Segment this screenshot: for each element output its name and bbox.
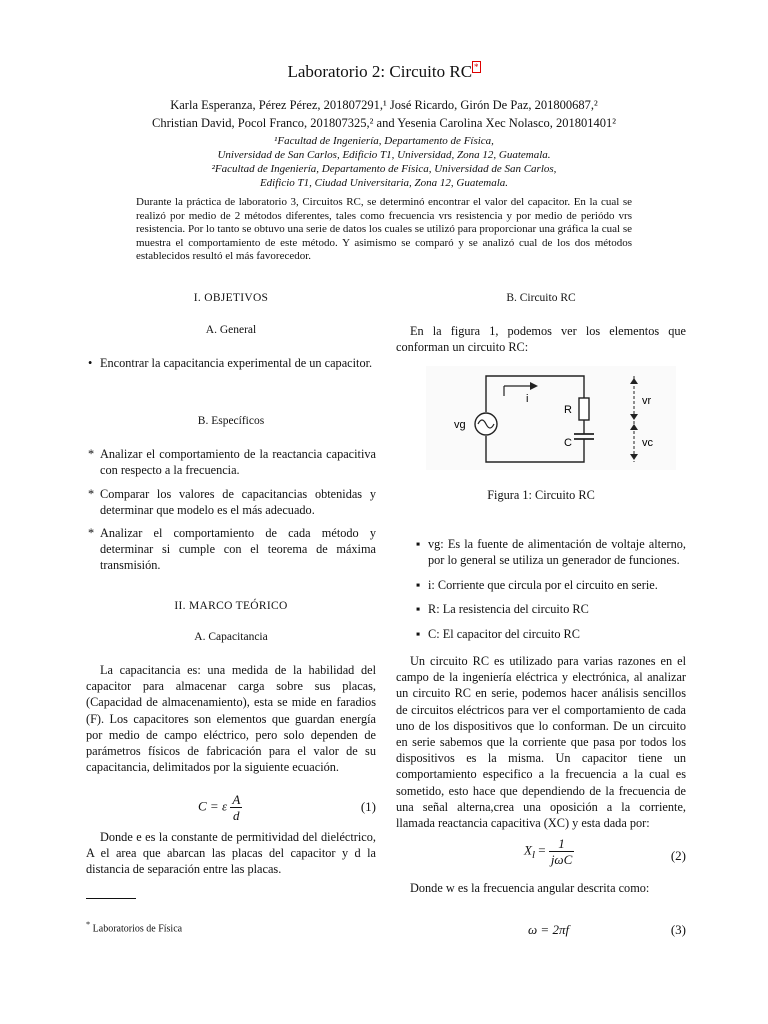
label-R: R [564,404,572,416]
label-vc: vc [642,437,653,449]
section-heading: I. OBJETIVOS [193,292,269,304]
subsection-heading: B. Específicos [197,415,265,427]
asterisk-icon: * [88,447,95,461]
asterisk-icon: * [88,526,95,540]
affiliation-line: Edificio T1, Ciudad Universitaria, Zona 12, Guatemala. [259,177,509,189]
title-footnote-link[interactable]: * [474,62,479,73]
section-heading: II. MARCO TEÓRICO [174,600,288,612]
paragraph: En la figura 1, podemos ver los elementos que conforman un circuito RC: [396,324,686,355]
footnote-divider [86,898,136,899]
square-bullet-icon: ▪ [416,537,421,551]
label-vg: vg [454,419,466,431]
rc-circuit-figure [426,366,676,470]
author-list [60,96,708,132]
footnote: * Laboratorios de Física [86,920,183,935]
list-item: ▪ i: Corriente que circula por el circuito en serie. [416,578,658,592]
circuit-diagram [426,366,676,470]
paragraph: Donde e es la constante de permitividad del dieléctrico, A el area que abarcan las placas del capacitor y d la distancia de separación entre las placas. [86,830,376,877]
equation-number: (1) [360,799,376,814]
square-bullet-icon: ▪ [416,627,421,641]
equation-3: ω = 2πf (3) [528,922,686,937]
list-item: ▪ C: El capacitor del circuito RC [416,627,580,641]
asterisk-icon: * [88,487,95,501]
list-item: * Analizar el comportamiento de cada método y determinar si cumple con el teorema de máxima transmisión. [88,526,376,572]
paragraph: La capacitancia es: una medida de la habilidad del capacitor para almacenar carga sobre sus placas, (Capacidad de almacenamiento), esta se mide en faradios (F). Los capacitores son elementos que guardan energía por medio de campo eléctrico, pero solo dependen de parámetros físicos de fabricación para el valor de su capacitancia, delimitados por la siguiente ecuación. [86,663,376,775]
equation-2: $X_l$ = $\frac{1}{\text{jωC}}$ (2) [524,836,686,867]
list-item: • Encontrar la capacitancia experimental de un capacitor. [88,356,373,370]
subsection-heading: A. Capacitancia [194,631,268,643]
subsection-heading: B. Circuito RC [506,292,576,304]
figure-caption: Figura 1: Circuito RC [487,488,595,502]
affiliation-line: Universidad de San Carlos, Edificio T1, Universidad, Zona 12, Guatemala. [217,149,551,161]
label-C: C [564,437,572,449]
label-i: i [526,393,529,405]
affiliation-line: ²Facultad de Ingeniería, Departamento de Física, Universidad de San Carlos, [211,163,557,175]
list-item: ▪ R: La resistencia del circuito RC [416,602,589,616]
square-bullet-icon: ▪ [416,578,421,592]
equation-number: (3) [670,922,686,937]
affiliation-line: ¹Facultad de Ingeniería, Departamento de Física, [274,135,494,147]
list-item: * Analizar el comportamiento de la reactancia capacitiva con respecto a la frecuencia. [88,447,376,477]
figure-background [426,366,676,470]
abstract: Durante la práctica de laboratorio 3, Circuitos RC, se determinó encontrar el valor del capacitor. En la cual se realizó por medio de 2 métodos diferentes, tales como frecuencia vrs resistencia y por medio de periódo vrs resistencia. Por lo tanto se obtuvo una serie de datos los cuales se utilizó para proporcionar una gráfica la cual se muestra el comportamiento de este método. Y asimismo se comparó y se analizó cual de los dos métodos establecidos resultó el más favorecedor. [136,196,632,263]
author-line: Christian David, Pocol Franco, 201807325,² and Yesenia Carolina Xec Nolasco, 201801401² [151,116,617,130]
paper-title: Laboratorio 2: Circuito RC * [287,62,479,81]
affiliations [90,134,678,190]
author-line: Karla Esperanza, Pérez Pérez, 201807291,¹ José Ricardo, Girón De Paz, 201800687,² [170,98,598,112]
fraction: $\frac{1}{\text{jωC}}$ [550,836,573,867]
fraction: $\frac{A}{d}$ [232,792,241,823]
label-vr: vr [642,395,652,407]
list-item: * Comparar los valores de capacitancias obtenidas y determinar que modelo es el más adecuado. [88,487,376,517]
subsection-heading: A. General [205,324,257,336]
list-item: ▪ vg: Es la fuente de alimentación de voltaje alterno, por lo general se utiliza un generador de funciones. [416,537,686,567]
bullet-icon: • [88,356,93,370]
paragraph: Un circuito RC es utilizado para varias razones en el campo de la ingeniería eléctrica y electrónica, al analizar un circuito RC en serie, podemos hacer análisis sencillos de circuitos eléctricos para ver el comportamiento de cada uno de los dispositivos que lo conforman. De un circuito en serie sabemos que la corriente que pasa por todos los dispositivos es la misma. Un capacitor tiene un comportamiento especifico a la frecuencia a la cual es sometido, esto hace que dependiendo de la frecuencia de una señal alterna,crea una oposición a la corriente, llamada reactancia capacitiva (XC) y esta dada por: [396,654,686,831]
square-bullet-icon: ▪ [416,602,421,616]
resistor-icon [579,398,589,420]
equation-number: (2) [670,848,686,863]
paragraph: Donde w es la frecuencia angular descrita como: [410,881,650,895]
equation-1: C = ε $\frac{A}{d}$ (1) [198,792,376,823]
